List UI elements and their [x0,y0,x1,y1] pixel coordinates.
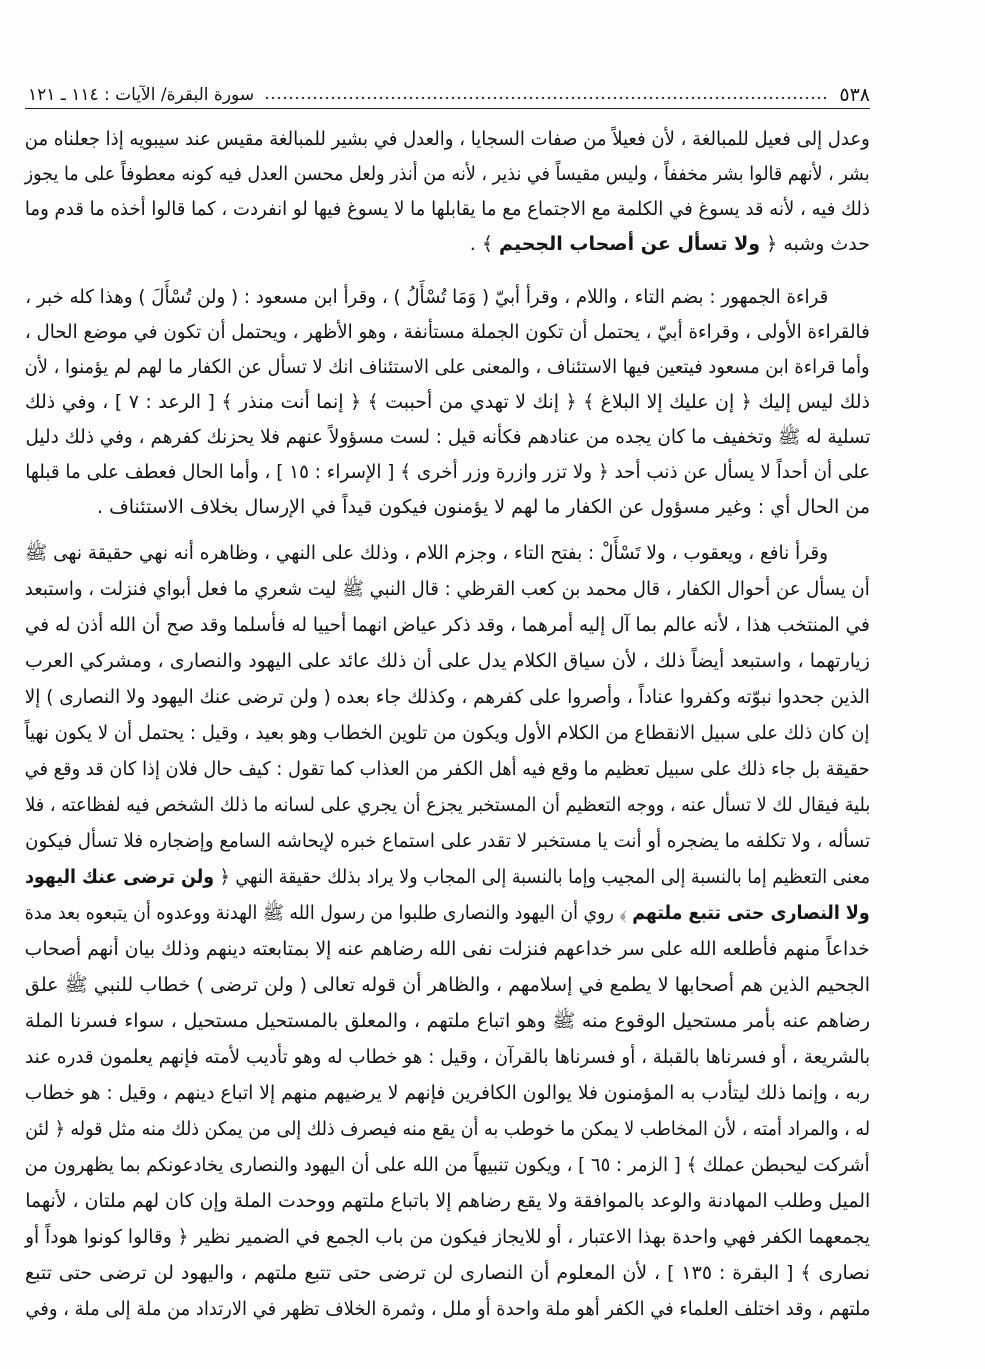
text-line [25,122,870,157]
line-text-segment: معنى التعظيم إما بالنسبة إلى المجيب وإما بالنسبة إلى المجاب ولا يراد بذلك حقيقة النهي ﴿ [214,866,871,888]
dot-leader [264,94,829,102]
line-text: إن كان ذلك على سبيل الانقطاع من الكلام الأول ويكون من تلوين الخطاب وهو بعيد ، وقيل : يحتمل أن لا يكون نهياً [25,722,870,744]
line-text: وقرأ نافع ، ويعقوب ، ولا تَسْأَلْ : بفتح التاء ، وجزم اللام ، وذلك على النهي ، وظاهره أنه نهي حقيقة نهى ﷺ [25,542,828,564]
line-text [470,227,870,262]
line-text: ذلك فيه ، لأنه قد يسوغ في الكلمة مع الاجتماع مع ما يقابلها ما لا يسوغ فيها لو انفردت ، كما قالوا أخذه ما قدم وما [25,198,870,220]
text-line [25,1111,870,1147]
line-text [25,895,870,931]
line-text: يجمعهما الكفر فهي واحدة بهذا الاعتبار ، أو للايجاز فيكون من باب الجمع في الضمير نظير ﴿ وقالوا كونوا هوداً أو [25,1226,870,1248]
header-rule [25,108,870,109]
text-line [25,571,870,607]
text-line [25,751,870,787]
line-text: له ، والمراد أمته ، لأن المخاطب لا يمكن ما خوطب به أن يقع منه فيصرف ذلك إلى من يمكن ذلك منه مثل قوله ﴿ لئن [25,1118,870,1140]
line-text: خداعاً منهم فأطلعه الله على سر خداعهم فنزلت نفى الله رضاهم عنه إلا بمتابعته دينهم وذلك بيان أنهم أصحاب [25,938,870,960]
line-text-segment: حدث وشبه ﴿ [760,233,870,255]
line-text: في المنتخب هذا ، لأنه عالم بما آل إليه أمرهما ، وقد ذكر عياض انهما أحييا له فأسلما وقد صح أن الله أذن له في [25,614,870,636]
text-line [25,315,870,350]
line-text: الميل وطلب المهادنة والوعد بالموافقة ولا يقع رضاهم إلا باتباع ملتهم ووحدت الملة وإن كان لهم ملتان ، لأنهما [25,1190,870,1212]
text-line [25,1255,870,1291]
text-line [25,931,870,967]
line-text: ربه ، وإنما ذلك ليتأدب به المؤمنون فلا يوالون الكافرين فإنهم لا يرضيهم منهم إلا اتباع دينهم ، وقيل : هو خطاب [25,1082,870,1104]
text-line [25,350,870,385]
text-line [25,490,870,525]
paragraph [25,122,870,262]
line-text: قراءة الجمهور : بضم التاء ، واللام ، وقرأ أبيّ ( وَمَا تُسْأَلُ ) ، وقرأ ابن مسعود : ( ولن تُسْأَلَ ) وهذا كله خبر ، [25,286,828,308]
line-text: زيارتهما ، واستبعد أيضاً ذلك ، لأن سياق الكلام يدل على أن ذلك عائد على اليهود والنصارى ، ومشركي العرب [25,650,870,672]
text-line [25,1219,870,1255]
running-title: سورة البقرة/ الآيات : ١١٤ ـ ١٢١ [28,85,255,105]
page-number: ٥٣٨ [839,84,870,106]
running-header [28,80,870,110]
text-line [25,715,870,751]
text-line [25,643,870,679]
line-text-segment: ﴾ . [469,233,500,255]
text-line [25,1147,870,1183]
line-text: رضاهم عنه بأمر مستحيل الوقوع منه ﷺ وهو اتباع ملتهم ، والمعلق بالمستحيل مستحيل ، سواء فسرنا الملة [25,1010,870,1032]
line-text: الجحيم الذين هم أصحابها لا يطمع في إسلامهم ، والظاهر أن قوله تعالى ( ولن ترضى ) خطاب للنبي ﷺ علق [25,974,870,996]
line-text: تسلية له ﷺ وتخفيف ما كان يجده من عنادهم فكأنه قيل : لست مسؤولاً عنهم فلا يحزنك كفرهم ، وفي ذلك دليل [25,426,870,448]
paragraph [25,535,870,1327]
paragraph [25,280,870,525]
line-text: تسأله ، ولا تكلفه ما يضجره أو أنت يا مستخبر لا تقدر على استماع خبره لإيحاشه السامع وإضجاره فلا تسأل فيكون [25,830,870,852]
line-text: ذلك ليس إليك ﴿ إن عليك إلا البلاغ ﴾ ﴿ إنك لا تهدي من أحببت ﴾ ﴿ إنما أنت منذر ﴾ [ الرعد : ٧ ] ، وفي ذلك [24,391,870,413]
line-text: ملتهم ، وقد اختلف العلماء في الكفر أهو ملة واحدة أو ملل ، وثمرة الخلاف تظهر في الارتداد من ملة إلى ملة ، وفي [25,1298,870,1320]
line-text: بلية فيقال لك لا تسأل عنه ، ووجه التعظيم أن المستخبر يجزع أن يجري على لسانه ما ذلك الشخص فيه لفظاعته ، فلا [25,794,870,816]
text-line [25,192,870,227]
line-text: على أن أحداً لا يسأل عن ذنب أحد ﴿ ولا تزر وازرة وزر أخرى ﴾ [ الإسراء : ١٥ ] ، وأما الحال فعطف على ما قبلها [25,461,870,483]
line-text: من الحال أي : وغير مسؤول عن الكفار ما لهم لا يؤمنون فيكون قيداً في الإرسال بخلاف الاستئناف . [96,496,870,518]
line-text: أن يسأل عن أحوال الكفار ، قال محمد بن كعب القرظي : قال النبي ﷺ ليت شعري ما فعل أبواي فنزلت ، واستبعد [25,578,870,600]
text-line [25,1039,870,1075]
line-text: نصارى ﴾ [ البقرة : ١٣٥ ] ، لأن المعلوم أن النصارى لن ترضى حتى تتبع ملتهم ، واليهود لن ترضى حتى تتبع [25,1262,870,1284]
line-text: حقيقة بل جاء ذلك على سبيل تعظيم ما وقع فيه أهل الكفر من العذاب كما تقول : كيف حال فلان إذا كان قد وقع في [25,758,870,780]
text-line [25,967,870,1003]
line-text: بشر ، لأنهم قالوا بشر مخففاً ، وليس مقيساً في نذير ، لأنه من أنذر ولعل محسن العدل فيه كونه معطوفاً على ما يجوز [25,163,870,185]
text-line [25,157,870,192]
text-line [25,679,870,715]
line-text: الذين جحدوا نبوّته وكفروا عناداً ، وأصروا على كفرهم ، وكذلك جاء بعده ( ولن ترضى عنك اليهود ولا النصارى ) إلا [25,686,870,708]
text-line [25,1183,870,1219]
text-line [25,455,870,490]
text-line [25,895,870,931]
line-text: وأما قراءة ابن مسعود فيتعين فيها الاستئناف ، والمعنى على الاستئناف انك لا تسأل عن الكفار ما لهم لم يؤمنوا ، لأن [25,356,870,378]
quran-verse-emphasis: ولا النصارى حتى تتبع ملتهم [632,902,870,924]
text-line [25,1291,870,1327]
line-text: أشركت ليحبطن عملك ﴾ [ الزمر : ٦٥ ] ، ويكون تنبيهاً من الله على أن اليهود والنصارى يخادعونكم بما يظهرون من [25,1154,870,1176]
line-text: فالقراءة الأولى ، وقراءة أبيّ ، يحتمل أن تكون الجملة مستأنفة ، وهو الأظهر ، ويحتمل أن تكون في موضع الحال ، [25,321,870,343]
text-line [25,420,870,455]
text-line [25,227,870,262]
text-line [25,787,870,823]
text-line [25,607,870,643]
line-text-segment: ﴾ روي أن اليهود والنصارى طلبوا من رسول الله ﷺ الهدنة ووعدوه أن يتبعوه بعد مدة [25,902,633,924]
quran-verse-emphasis: ولا تسأل عن أصحاب الجحيم [499,233,761,255]
text-line [25,823,870,859]
text-line [25,535,870,571]
line-text [25,859,870,895]
text-line [25,280,870,315]
text-line [25,1003,870,1039]
line-text: بالشريعة ، أو فسرناها بالقبلة ، أو فسرناها بالقرآن ، وقيل : هو خطاب له وهو تأديب لأمته فإنهم يعلمون قدره عند [25,1046,870,1068]
quran-verse-emphasis: ولن ترضى عنك اليهود [25,866,215,888]
text-line [25,385,870,420]
text-line [25,1075,870,1111]
line-text: وعدل إلى فعيل للمبالغة ، لأن فعيلاً من صفات السجايا ، والعدل في بشير للمبالغة مقيس عند سيبويه إذا جعلناه من [25,128,870,150]
text-line [25,859,870,895]
